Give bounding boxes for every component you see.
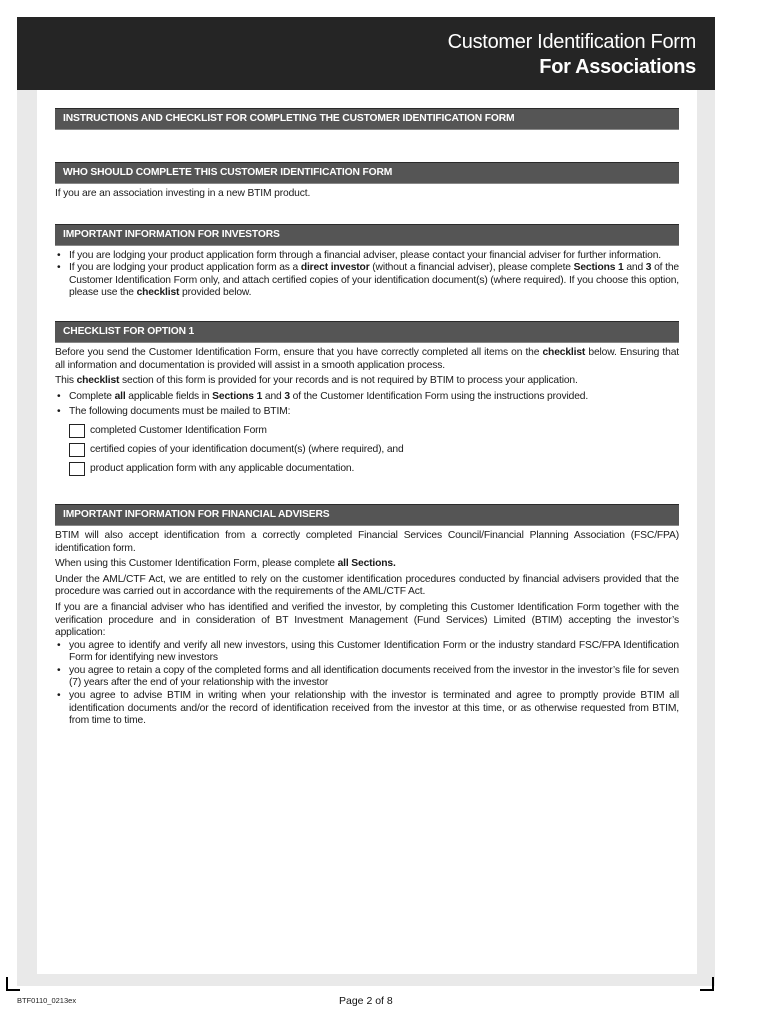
checklist-note: This checklist section of this form is provided for your records and is not required by BTIM to process your application. [55, 375, 578, 387]
advisers-p3: Under the AML/CTF Act, we are entitled to rely on the customer identification procedures conducted by financial advisers provided that the procedure was carried out in accordance with the requirements of the AML/CTF Act. [55, 573, 679, 598]
advisers-p4: If you are a financial adviser who has identified and verified the investor, by completing this Customer Identification Form together with the verification procedure and in consideration of BT Investment Management (Fund Services) Limited (BTIM) accepting the investor’s application: [55, 601, 679, 639]
checklist-intro: Before you send the Customer Identification Form, ensure that you have correctly completed all items on the checklist below. Ensuring that all information and documentation is provided will assist in a smooth application process. [55, 346, 679, 371]
checklist-item-label: certified copies of your identification document(s) (where required), and [90, 444, 404, 456]
crop-mark-right [700, 977, 714, 991]
checklist-bullets [55, 391, 679, 419]
advisers-p1: BTIM will also accept identification from a correctly completed Financial Services Council/Financial Planning Association (FSC/FPA) identification form. [55, 529, 679, 554]
page-number: Page 2 of 8 [339, 995, 393, 1007]
form-title [448, 30, 696, 80]
checklist-item-label: product application form with any applicable documentation. [90, 463, 355, 475]
investors-list [55, 250, 679, 300]
list-item: • you agree to identify and verify all new investors, using this Customer Identification Form or the industry standard FSC/FPA Identification Form for identifying new investors [55, 640, 679, 665]
section-heading-checklist: CHECKLIST FOR OPTION 1 [55, 321, 679, 343]
list-item: • The following documents must be mailed to BTIM: [55, 406, 679, 419]
checkbox-completed-form[interactable] [69, 424, 85, 438]
checklist-item[interactable] [69, 441, 679, 460]
section-heading-instructions: INSTRUCTIONS AND CHECKLIST FOR COMPLETING THE CUSTOMER IDENTIFICATION FORM [55, 108, 679, 130]
section-heading-advisers: IMPORTANT INFORMATION FOR FINANCIAL ADVISERS [55, 504, 679, 526]
section-heading-who: WHO SHOULD COMPLETE THIS CUSTOMER IDENTIFICATION FORM [55, 162, 679, 184]
form-content [55, 108, 679, 728]
list-item: • you agree to advise BTIM in writing when your relationship with the investor is terminated and agree to promptly provide BTIM all identification documents and/or the record of identification received from the investor at this time, or as otherwise requested from BTIM, from time to time. [55, 690, 679, 728]
checklist-item[interactable] [69, 460, 679, 479]
list-item: • Complete all applicable fields in Sections 1 and 3 of the Customer Identification Form using the instructions provided. [55, 391, 679, 404]
advisers-p2: When using this Customer Identification Form, please complete all Sections. [55, 558, 396, 570]
checklist-item-label: completed Customer Identification Form [90, 425, 267, 437]
section-heading-investors: IMPORTANT INFORMATION FOR INVESTORS [55, 224, 679, 246]
footer-form-code: BTF0110_0213ex [17, 996, 77, 1005]
checklist-item[interactable] [69, 422, 679, 441]
form-title-line2: For Associations [539, 56, 696, 78]
list-item: • If you are lodging your product application form as a direct investor (without a financial adviser), please complete Sections 1 and 3 of the Customer Identification Form only, and attach certified copies of your identification document(s) (where required). If you choose this option, please use the checklist provided below. [55, 262, 679, 300]
list-item: • If you are lodging your product application form through a financial adviser, please contact your financial adviser for further information. [55, 250, 679, 263]
crop-mark-left [6, 977, 20, 991]
checkbox-certified-copies[interactable] [69, 443, 85, 457]
checkbox-application-form[interactable] [69, 462, 85, 476]
form-title-line1: Customer Identification Form [447, 31, 696, 53]
advisers-list [55, 640, 679, 728]
who-text: If you are an association investing in a new BTIM product. [55, 188, 311, 199]
list-item: • you agree to retain a copy of the completed forms and all identification documents received from the investor in the investor’s file for seven (7) years after the end of your relationship with the investor [55, 665, 679, 690]
